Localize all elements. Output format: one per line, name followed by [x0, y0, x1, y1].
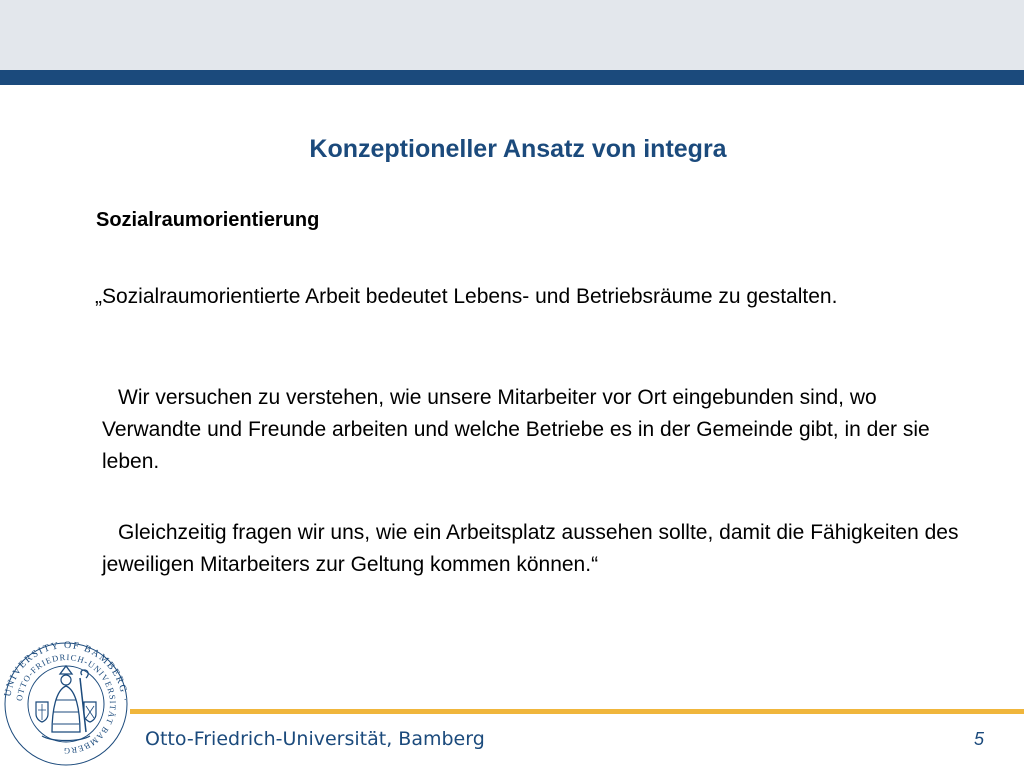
svg-text:OTTO-FRIEDRICH-UNIVERSITÄT BAM: OTTO-FRIEDRICH-UNIVERSITÄT BAMBERG: [14, 651, 119, 757]
university-seal-icon: [2, 640, 130, 768]
header-band: [0, 0, 1024, 70]
section-subheading: Sozialraumorientierung: [96, 209, 320, 231]
svg-text:UNIVERSITY OF BAMBERG ·: UNIVERSITY OF BAMBERG ·: [2, 640, 130, 703]
footer-institution: Otto-Friedrich-Universität, Bamberg: [145, 728, 485, 750]
quote-paragraph-2: Wir versuchen zu verstehen, wie unsere Mitarbeiter vor Ort eingebunden sind, wo Verwandte und Freunde arbeiten und welche Betriebe es in der Gemeinde gibt, in der sie leben.: [102, 386, 930, 473]
header-rule: [0, 70, 1024, 85]
slide-title: Konzeptioneller Ansatz von integra: [309, 135, 727, 163]
page-number: 5: [973, 729, 984, 749]
footer-rule: [130, 709, 1024, 714]
quote-paragraph-3: Gleichzeitig fragen wir uns, wie ein Arbeitsplatz aussehen sollte, damit die Fähigkeiten des jeweiligen Mitarbeiters zur Geltung kommen können.“: [102, 521, 959, 576]
quote-paragraph-1: „Sozialraumorientierte Arbeit bedeutet Lebens- und Betriebsräume zu gestalten.: [95, 285, 838, 308]
